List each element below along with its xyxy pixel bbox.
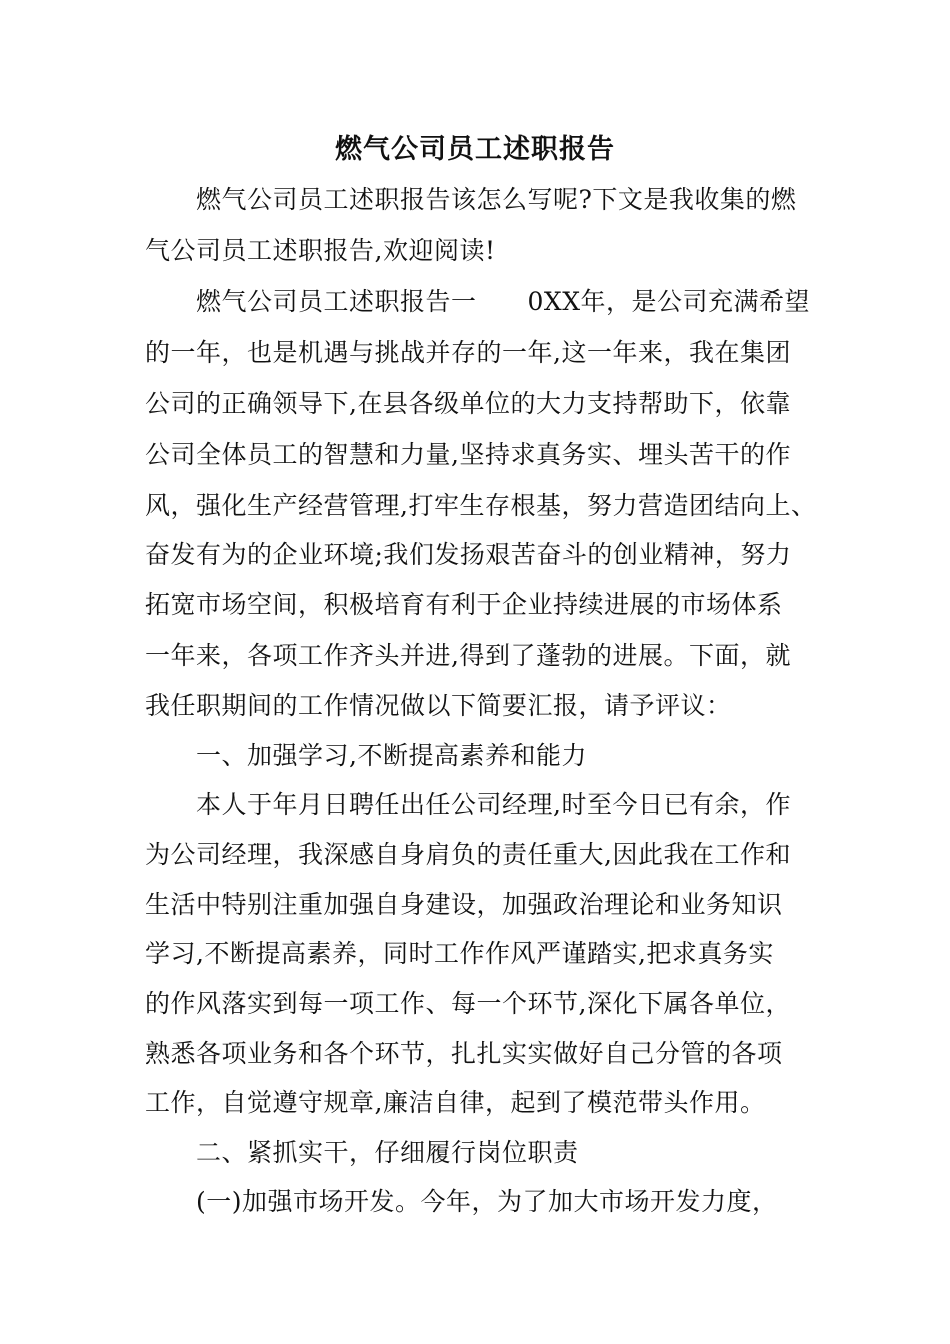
paragraph-line: 的一年，也是机遇与挑战并存的一年,这一年来，我在集团: [145, 338, 791, 367]
intro-line-1: 燃气公司员工述职报告该怎么写呢?下文是我收集的燃: [196, 185, 797, 214]
paragraph-line: 工作，自觉遵守规章,廉洁自律，起到了模范带头作用。: [145, 1088, 766, 1117]
paragraph-line: 拓宽市场空间，积极培育有利于企业持续进展的市场体系: [145, 590, 783, 619]
paragraph-line: 本人于年月日聘任出任公司经理,时至今日已有余，作: [196, 790, 791, 819]
section-heading-1: 一、加强学习,不断提高素养和能力: [196, 741, 587, 770]
paragraph-line: 为公司经理，我深感自身肩负的责任重大,因此我在工作和: [145, 840, 791, 869]
paragraph-line: 一年来，各项工作齐头并进,得到了蓬勃的进展。下面，就: [145, 641, 791, 670]
paragraph-line: 燃气公司员工述职报告一 0XX年，是公司充满希望: [196, 287, 811, 316]
paragraph-line: 公司的正确领导下,在县各级单位的大力支持帮助下，依靠: [145, 389, 791, 418]
document-title: 燃气公司员工述职报告: [335, 134, 615, 165]
paragraph-line: 熟悉各项业务和各个环节，扎扎实实做好自己分管的各项: [145, 1039, 783, 1068]
paragraph-line: 我任职期间的工作情况做以下简要汇报，请予评议：: [145, 691, 732, 720]
section-heading-2: 二、紧抓实干，仔细履行岗位职责: [196, 1138, 579, 1167]
intro-line-2: 气公司员工述职报告,欢迎阅读!: [145, 236, 496, 265]
paragraph-line: 的作风落实到每一项工作、每一个环节,深化下属各单位，: [145, 989, 791, 1018]
paragraph-line: 风，强化生产经营管理,打牢生存根基，努力营造团结向上、: [145, 491, 817, 520]
paragraph-line: (一)加强市场开发。今年，为了加大市场开发力度，: [196, 1187, 778, 1216]
paragraph-line: 生活中特别注重加强自身建设，加强政治理论和业务知识: [145, 890, 783, 919]
paragraph-line: 公司全体员工的智慧和力量,坚持求真务实、埋头苦干的作: [145, 440, 791, 469]
paragraph-line: 奋发有为的企业环境;我们发扬艰苦奋斗的创业精神，努力: [145, 540, 792, 569]
paragraph-line: 学习,不断提高素养，同时工作作风严谨踏实,把求真务实: [145, 939, 774, 968]
